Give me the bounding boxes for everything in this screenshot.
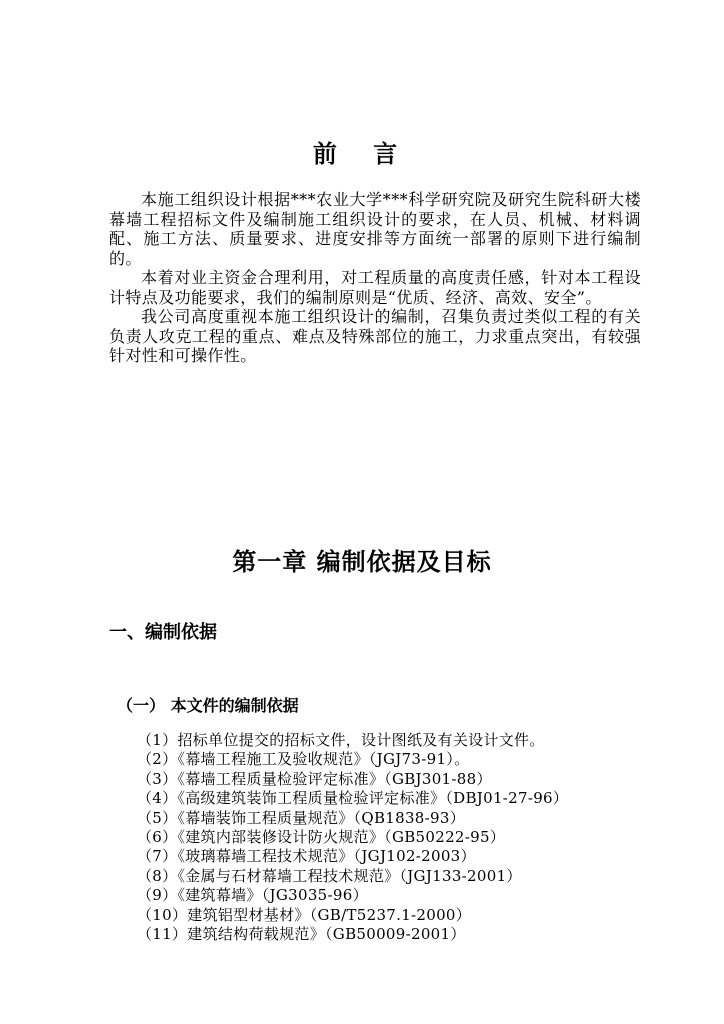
preface-paragraph-3: 我公司高度重视本施工组织设计的编制，召集负责过类似工程的有关负责人攻克工程的重点、难点及特殊部位的施工，力求重点突出，有较强针对性和可操作性。 — [109, 307, 641, 365]
preface-paragraph-1: 本施工组织设计根据***农业大学***科学研究院及研究生院科研大楼幕墙工程招标文件及编制施工组织设计的要求，在人员、机械、材料调配、施工方法、质量要求、进度安排等方面统一部署的原则下进行编制的。 — [109, 190, 641, 268]
section-title: 一、编制依据 — [109, 622, 217, 643]
preface-body — [109, 190, 641, 366]
list-item: （5）《幕墙装饰工程质量规范》（QB1838-93） — [137, 808, 465, 827]
preface-title: 前 言 — [312, 140, 412, 169]
list-item: （7）《玻璃幕墙工程技术规范》（JGJ102-2003） — [137, 847, 476, 866]
list-item: （9）《建筑幕墙》（JG3035-96） — [137, 886, 368, 905]
list-item: （11）建筑结构荷载规范》（GB50009-2001） — [137, 925, 466, 944]
list-item: （3）《幕墙工程质量检验评定标准》（GBJ301-88） — [137, 769, 492, 788]
list-item: （2）《幕墙工程施工及验收规范》（JGJ73-91）。 — [137, 750, 470, 769]
list-item: （10）建筑铝型材基材》（GB/T5237.1-2000） — [137, 905, 472, 924]
preface-paragraph-2: 本着对业主资金合理利用，对工程质量的高度责任感，针对本工程设计特点及功能要求，我们的编制原则是“优质、经济、高效、安全”。 — [109, 268, 641, 307]
list-item: （8）《金属与石材幕墙工程技术规范》（JGJ133-2001） — [137, 866, 522, 885]
list-item: （4）《高级建筑装饰工程质量检验评定标准》（DBJ01-27-96） — [137, 789, 569, 808]
reference-list — [137, 731, 657, 944]
chapter-title: 第一章 编制依据及目标 — [232, 547, 492, 576]
subsection-title: （一） 本文件的编制依据 — [117, 696, 299, 716]
list-item: （1）招标单位提交的招标文件，设计图纸及有关设计文件。 — [137, 731, 545, 749]
list-item: （6）《建筑内部装修设计防火规范》（GB50222-95） — [137, 828, 506, 847]
